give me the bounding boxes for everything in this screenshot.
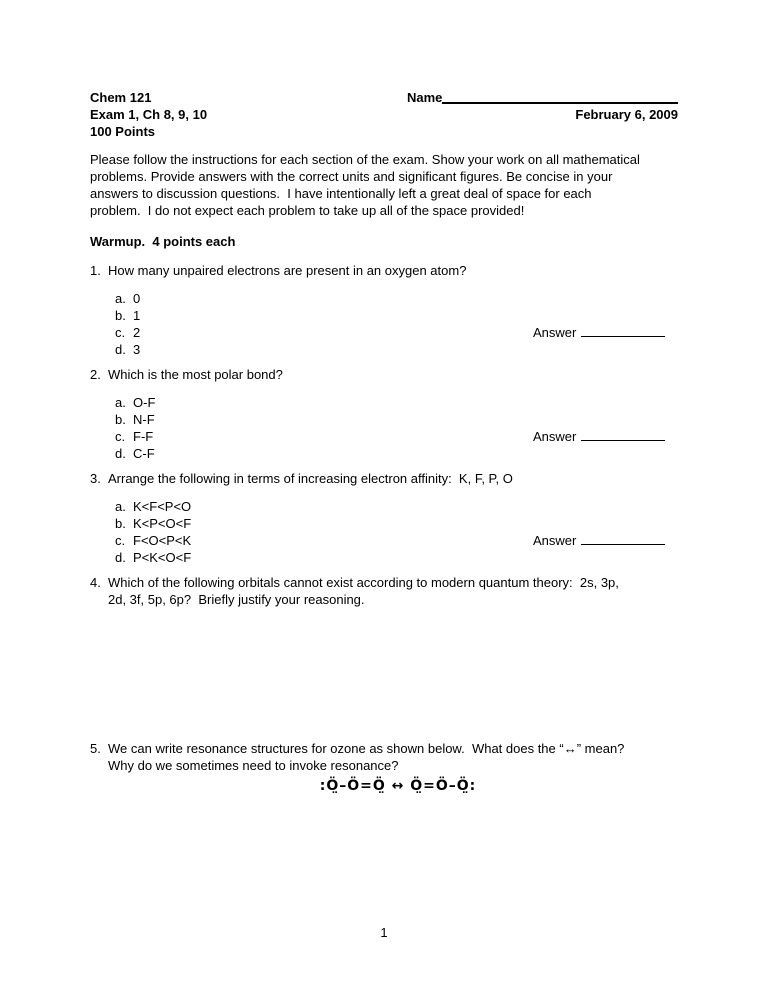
question-row [90, 470, 678, 487]
question-row [90, 574, 678, 608]
instructions-line: problems. Provide answers with the correct units and significant figures. Be concise in your [90, 168, 613, 184]
question-text [108, 262, 678, 279]
question-text-line: We can write resonance structures for ozone as shown below. What does the “↔” mean? [108, 741, 625, 757]
question-text-line: How many unpaired electrons are present in an oxygen atom? [108, 262, 467, 278]
name-blank[interactable] [442, 89, 678, 104]
options-list [115, 290, 678, 359]
option-row [115, 445, 678, 462]
question-5 [90, 740, 678, 796]
header-right [407, 89, 678, 141]
instructions-line: Please follow the instructions for each section of the exam. Show your work on all mathematical [90, 151, 640, 167]
answer-blank[interactable] [581, 325, 665, 337]
question-number: 3. [90, 470, 101, 486]
question-number: 1. [90, 262, 101, 278]
option-text: 3 [133, 342, 141, 358]
question-number: 2. [90, 366, 101, 382]
question-text-line: Which is the most polar bond? [108, 366, 283, 382]
answer-blank[interactable] [581, 533, 665, 545]
question-text-line: Which of the following orbitals cannot exist according to modern quantum theory: 2s, 3p, [108, 574, 619, 590]
course-title: Chem 121 [90, 90, 152, 105]
question-text [108, 470, 678, 487]
question-number: 4. [90, 574, 101, 590]
points-total: 100 Points [90, 124, 156, 140]
option-row [115, 394, 678, 411]
answer-label: Answer [533, 324, 577, 340]
option-text: O-F [133, 394, 156, 410]
option-row [115, 515, 678, 532]
question-3 [90, 470, 678, 567]
option-letter: c. [115, 429, 126, 445]
question-number: 5. [90, 741, 101, 757]
question-text [108, 740, 678, 774]
option-text: 1 [133, 308, 141, 324]
answer-row [533, 428, 665, 445]
option-text: K<P<O<F [133, 516, 192, 532]
options-list [115, 498, 678, 567]
answer-row [533, 532, 665, 549]
question-1 [90, 262, 678, 359]
option-row [115, 498, 678, 515]
option-letter: d. [115, 550, 126, 566]
option-letter: b. [115, 412, 126, 428]
option-text: P<K<O<F [133, 550, 192, 566]
option-text: 0 [133, 290, 141, 306]
option-letter: a. [115, 394, 126, 410]
question-text-line: Arrange the following in terms of increasing electron affinity: K, F, P, O [108, 470, 513, 486]
option-row [115, 307, 678, 324]
answer-label: Answer [533, 532, 577, 548]
option-row [115, 341, 678, 358]
option-letter: c. [115, 533, 126, 549]
question-text [108, 366, 678, 383]
question-2 [90, 366, 678, 463]
header-left [90, 89, 407, 141]
question-row [90, 366, 678, 383]
name-label: Name [407, 90, 443, 105]
question-4 [90, 574, 678, 608]
option-text: C-F [133, 446, 155, 462]
option-text: 2 [133, 325, 141, 341]
answer-blank[interactable] [581, 429, 665, 441]
exam-header [90, 89, 678, 141]
option-text: N-F [133, 412, 155, 428]
question-text-line: 2d, 3f, 5p, 6p? Briefly justify your reasoning. [108, 591, 365, 607]
answer-row [533, 324, 665, 341]
answer-label: Answer [533, 428, 577, 444]
option-letter: b. [115, 308, 126, 324]
question-row [90, 740, 678, 774]
option-row [115, 549, 678, 566]
option-text: F<O<P<K [133, 533, 192, 549]
option-text: K<F<P<O [133, 498, 192, 514]
question-text-line: Why do we sometimes need to invoke resonance? [108, 758, 399, 774]
instructions-line: answers to discussion questions. I have intentionally left a great deal of space for each [90, 186, 592, 202]
option-text: F-F [133, 429, 154, 445]
instructions-line: problem. I do not expect each problem to take up all of the space provided! [90, 203, 525, 219]
instructions [90, 151, 678, 220]
question-text [108, 574, 678, 608]
page-number: 1 [380, 925, 388, 940]
option-row [115, 411, 678, 428]
section-heading: Warmup. 4 points each [90, 234, 236, 250]
ozone-resonance-formula: :Ö̤–Ö=Ö̤ ↔ Ö̤=Ö–Ö̤: [319, 778, 477, 795]
question-row [90, 262, 678, 279]
option-letter: a. [115, 498, 126, 514]
options-list [115, 394, 678, 463]
option-letter: d. [115, 446, 126, 462]
option-letter: c. [115, 325, 126, 341]
option-letter: d. [115, 342, 126, 358]
exam-date: February 6, 2009 [575, 107, 678, 123]
exam-title: Exam 1, Ch 8, 9, 10 [90, 107, 208, 123]
option-letter: b. [115, 516, 126, 532]
name-row [407, 89, 678, 106]
option-row [115, 290, 678, 307]
option-letter: a. [115, 290, 126, 306]
